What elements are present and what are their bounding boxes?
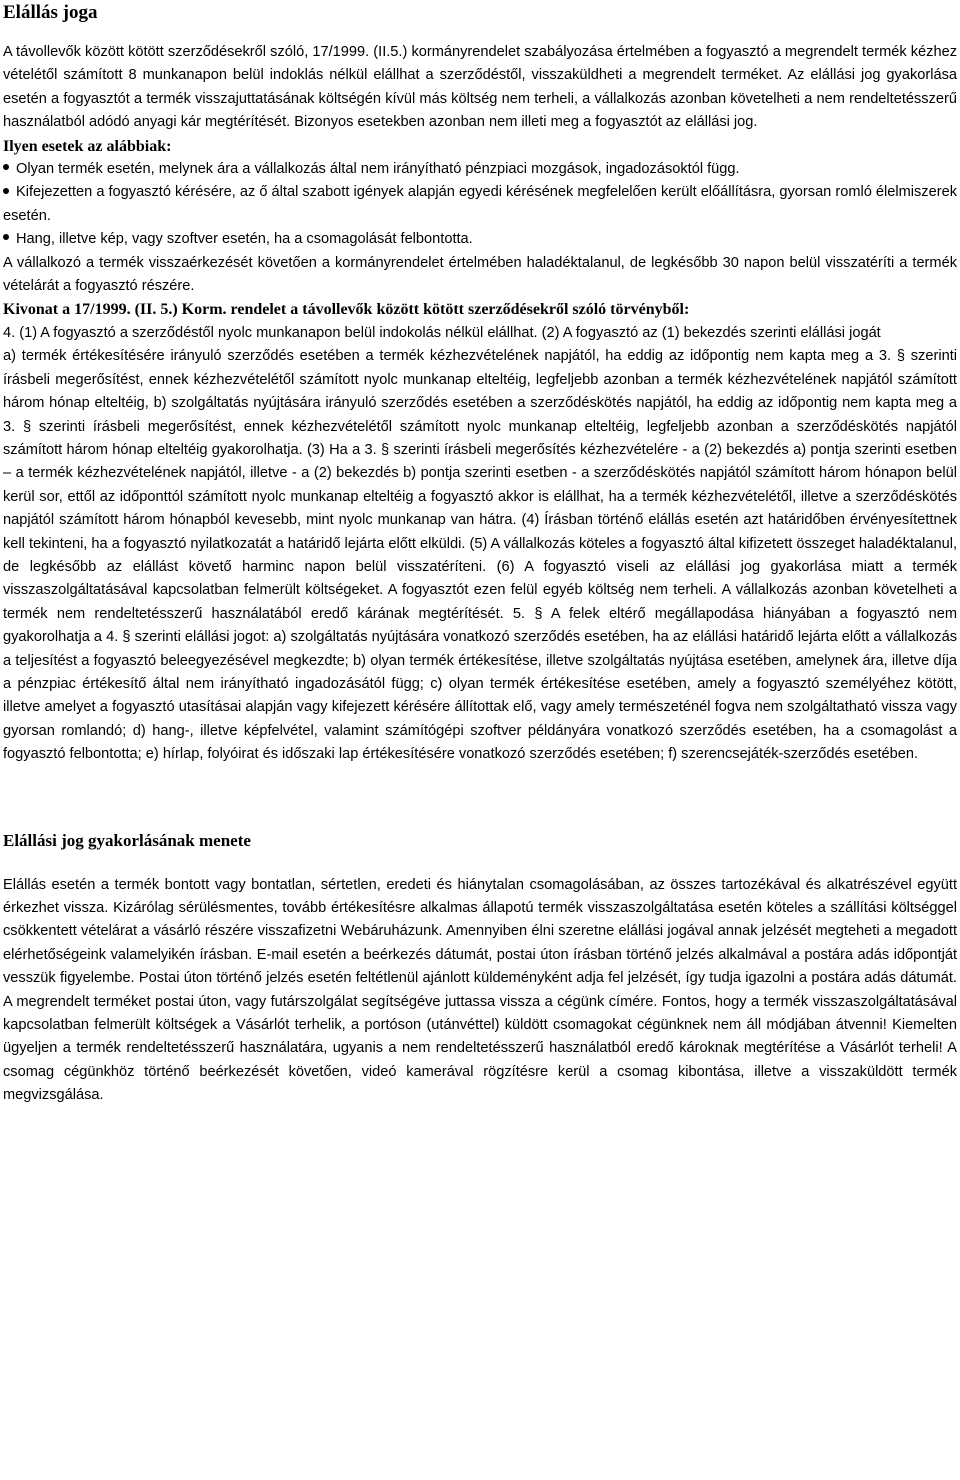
excerpt-heading: Kivonat a 17/1999. (II. 5.) Korm. rendelet a távollevők között kötött szerződésekről szóló törvényből: [3,301,690,319]
excerpt-body-paragraph: a) termék értékesítésére irányuló szerződés esetében a termék kézhezvételének napjától, ha eddig az időpontig nem kapta meg a 3. § szerinti írásbeli megerősítést, ennek kézhezvételétől számított nyolc munkanap elteltéig, legfeljebb azonban a termék kézhezvételének napjától számított három hónap elteltéig, b) szolgáltatás nyújtására irányuló szerződés esetében a szerződéskötés napjától, ha eddig az időpontig nem kapta meg a 3. § szerinti írásbeli megerősítést, ennek kézhezvételétől számított nyolc munkanap elteltéig, legfeljebb azonban a szerződéskötés napjától számított három hónap elteltéig gyakorolhatja. (3) Ha a 3. § szerinti írásbeli megerősítés kézhezvételére - a (2) bekezdés a) pontja szerinti esetben – a termék kézhezvételének napjától, illetve - a (2) bekezdés b) pontja szerinti esetben - a szerződéskötés napjától számított három hónapon belül kerül sor, ettől az időponttól számított nyolc munkanap elteltéig a fogyasztó akkor is elállhat, ha a termék kézhezvételétől, illetve a szerződéskötés napjától számított három hónapból kevesebb, mint nyolc munkanap van hátra. (4) Írásban történő elállás esetén azt határidőben érvényesítettnek kell tekinteni, ha a fogyasztó nyilatkozatát a határidő lejárta előtt elküldi. (5) A vállalkozás köteles a fogyasztó által kifizetett összeget haladéktalanul, de legkésőbb az elállást követő harminc napon belül visszatéríteni. (6) A fogyasztó viseli az elállási jog gyakorlása miatt a termék visszaszolgáltatásával kapcsolatban felmerült költségeket. A fogyasztót ezen felül egyéb költség nem terheli. A vállalkozás azonban követelheti a termék nem rendeltetésszerű használatából eredő kárának megtérítését. 5. § A felek eltérő megállapodása hiányában a fogyasztó nem gyakorolhatja a 4. § szerinti elállási jogot: a) szolgáltatás nyújtására vonatkozó szerződés esetében, ha az elállási határidő lejárta előtt a vállalkozás a teljesítést a fogyasztó beleegyezésével megkezdte; b) olyan termék értékesítése, illetve szolgáltatás nyújtása esetében, amelynek ára, illetve díja a pénzpiac értékesítő által nem irányítható ingadozásától függ; c) olyan termék értékesítése esetében, amely a fogyasztó személyéhez kötött, illetve amelyet a fogyasztó utasításai alapján vagy kifejezett kérésére állítottak elő, vagy amely természeténél fogva nem szolgáltatható vissza vagy gyorsan romlandó; d) hang-, illetve képfelvétel, valamint számítógépi szoftver példányára vonatkozó szerződés esetében, ha a csomagolást a fogyasztó felbontotta; e) hírlap, folyóirat és időszaki lap értékesítésére vonatkozó szerződés esetében; f) szerencsejáték-szerződés esetében. [3,348,958,763]
section-title: Elállási jog gyakorlásának menete [3,830,251,850]
list-item-text: Hang, illetve kép, vagy szoftver esetén, ha a csomagolását felbontotta. [16,231,473,248]
bullet-icon [3,188,9,194]
intro-paragraph: A távollevők között kötött szerződésekről szóló, 17/1999. (II.5.) kormányrendelet szabályozása értelmében a fogyasztó a megrendelt termék kézhez vételétől számított 8 munkanapon belül indoklás nélkül elállhat a szerződéstől, visszaküldheti a megrendelt terméket. Az elállási jog gyakorlása esetén a fogyasztót a termék visszajuttatásának költségén kívül más költség nem terheli, a vállalkozás azonban követelheti a nem rendeltetésszerű használatból adódó anyagi kár megtérítését. Bizonyos esetekben azonban nem illeti meg a fogyasztót az elállási jog. [3,44,957,131]
bullet-icon [3,234,9,240]
excerpt-intro-paragraph: 4. (1) A fogyasztó a szerződéstől nyolc munkanapon belül indokolás nélkül elállhat. (2) A fogyasztó az (1) bekezdés szerinti elállási jogát [3,324,881,341]
list-item [3,181,957,228]
list-item-text: Kifejezetten a fogyasztó kérésére, az ő által szabott igények alapján egyedi kérésének megfelelően került előállításra, gyorsan romló élelmiszerek esetén. [3,184,957,224]
refund-paragraph: A vállalkozó a termék visszaérkezését követően a kormányrendelet értelmében haladéktalanul, de legkésőbb 30 napon belül visszatéríti a termék vételárát a fogyasztó részére. [3,254,957,295]
bullet-icon [3,164,9,170]
list-item [3,158,957,181]
list-item [3,228,957,251]
exceptions-heading: Ilyen esetek az alábbiak: [3,137,172,155]
page-title: Elállás joga [3,2,98,23]
section-body-paragraph: Elállás esetén a termék bontott vagy bontatlan, sértetlen, eredeti és hiánytalan csomagolásában, az összes tartozékával és alkatrészével együtt érkezhet vissza. Kizárólag sérülésmentes, tovább értékesítésre alkalmas állapotú termék visszaszolgáltatása esetén köteles a szállítási költséggel csökkentett vételárat a vásárló részére visszafizetni Webáruházunk. Amennyiben élni szeretne elállási jogával annak jelzését megteheti a megadott elérhetőségeink valamelyikén írásban. E-mail esetén a beérkezés dátumát, postai úton írásban történő jelzés alkalmával a postára adás időpontját vesszük figyelembe. Postai úton történő jelzés esetén feltétlenül ajánlott küldeményként adja fel jelzését, így tudja igazolni a postára adás dátumát. A megrendelt terméket postai úton, vagy futárszolgálat segítségéve juttassa vissza a cégünk címére. Fontos, hogy a termék visszaszolgáltatásával kapcsolatban felmerült költségek a Vásárlót terhelik, a portóson (utánvéttel) küldött csomagokat cégünknek nem áll módjában átvenni! Kiemelten ügyeljen a termék rendeltetésszerű használatára, ugyanis a nem rendeltetésszerű használatból eredő károknak megtérítése a Vásárlót terheli! A csomag cégünkhöz történő beérkezését követően, videó kamerával rögzítésre kerül a csomag kibontása, illetve a visszaküldött termék megvizsgálása. [3,876,957,1104]
list-item-text: Olyan termék esetén, melynek ára a vállalkozás által nem irányítható pénzpiaci mozgások, ingadozásoktól függ. [16,161,740,178]
exceptions-list [3,158,957,252]
